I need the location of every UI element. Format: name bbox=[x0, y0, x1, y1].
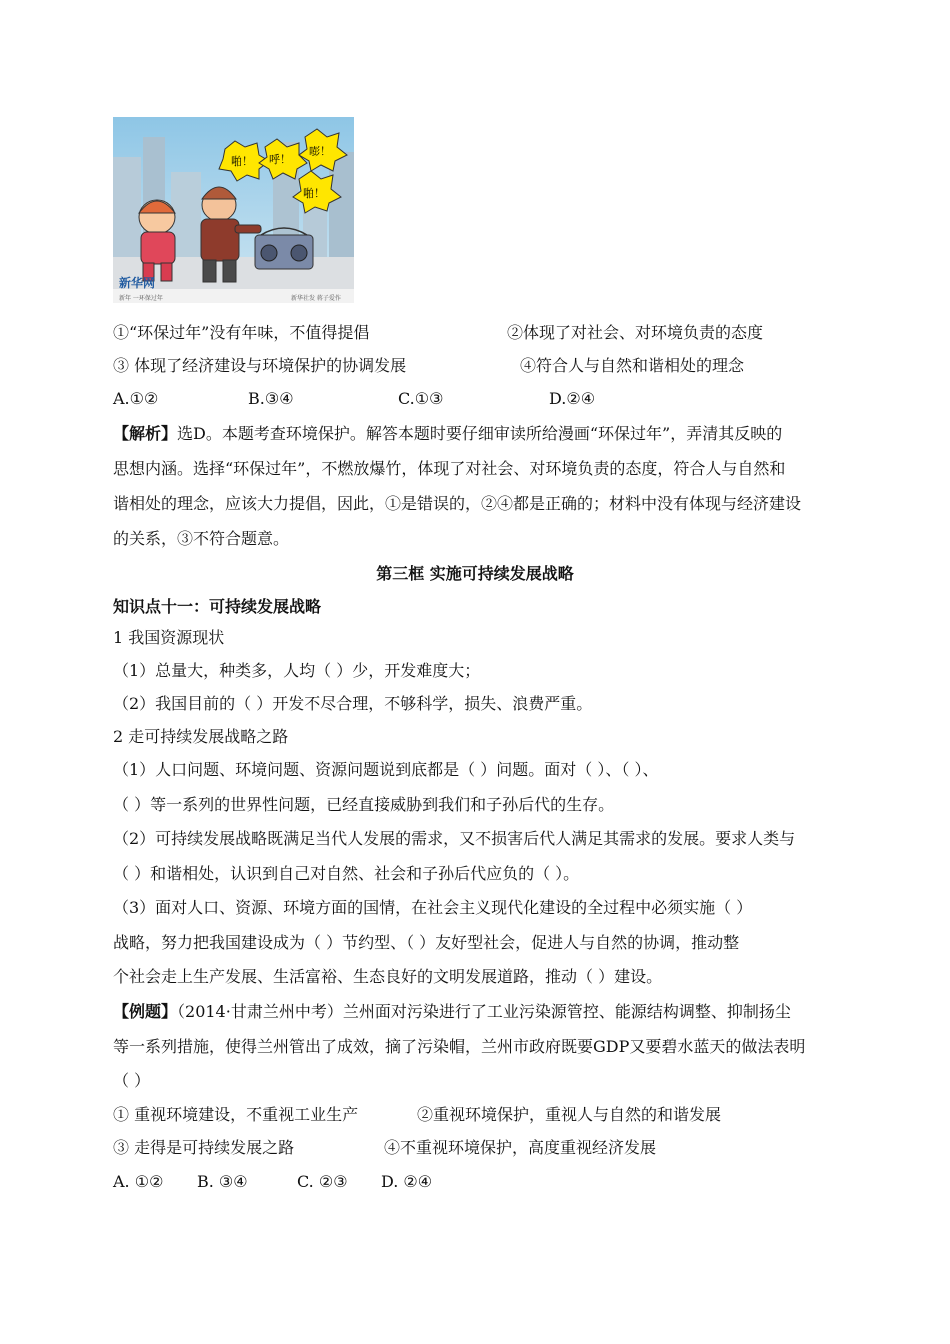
example-option-a: A. ①② bbox=[113, 1172, 164, 1191]
q1-option-a: A.①② bbox=[113, 389, 159, 408]
example-option-d: D. ②④ bbox=[381, 1172, 433, 1191]
example-line-2: 等一系列措施，使得兰州管出了成效，摘了污染帽，兰州市政府既要GDP又要碧水蓝天的做法表明 bbox=[113, 1037, 806, 1056]
paragraph-3-line-1: （1）人口问题、环境问题、资源问题说到底都是（ ）问题。面对（ ）、（ ）、 bbox=[113, 760, 659, 779]
paragraph-5-line-2: 战略，努力把我国建设成为（ ）节约型、（ ）友好型社会，促进人与自然的协调，推动整 bbox=[113, 933, 740, 952]
paragraph-2: （2）我国目前的（ ）开发不尽合理，不够科学，损失、浪费严重。 bbox=[113, 694, 593, 713]
example-statement-3: ③ 走得是可持续发展之路 bbox=[113, 1138, 295, 1157]
paragraph-5-line-1: （3）面对人口、资源、环境方面的国情，在社会主义现代化建设的全过程中必须实施（ ） bbox=[113, 898, 753, 917]
xinhua-logo bbox=[119, 275, 155, 290]
q1-option-c: C.①③ bbox=[398, 389, 444, 408]
q1-option-d: D.②④ bbox=[549, 389, 596, 408]
svg-text:嘭！: 嘭！ bbox=[309, 145, 331, 158]
paragraph-3-line-2: （ ）等一系列的世界性问题，已经直接威胁到我们和子孙后代的生存。 bbox=[113, 795, 615, 814]
example-option-c: C. ②③ bbox=[297, 1172, 348, 1191]
knowledge-point-title: 知识点十一：可持续发展战略 bbox=[113, 597, 322, 616]
q1-statement-3: ③ 体现了经济建设与环境保护的协调发展 bbox=[113, 356, 407, 375]
paragraph-5-line-3: 个社会走上生产发展、生活富裕、生态良好的文明发展道路，推动（ ）建设。 bbox=[113, 967, 663, 986]
example-statement-4: ④不重视环境保护，高度重视经济发展 bbox=[384, 1138, 657, 1157]
section-title: 第三框 实施可持续发展战略 bbox=[376, 564, 574, 583]
paragraph-4-line-2: （ ）和谐相处，认识到自己对自然、社会和子孙后代应负的（ ）。 bbox=[113, 864, 580, 883]
cartoon-caption-right: 新华社发 蒋子爱作 bbox=[291, 295, 341, 302]
example-statement-2: ②重视环境保护，重视人与自然的和谐发展 bbox=[417, 1105, 722, 1124]
q1-option-b: B.③④ bbox=[248, 389, 294, 408]
example-statement-1: ① 重视环境建设，不重视工业生产 bbox=[113, 1105, 359, 1124]
analysis-line-3: 谐相处的理念，应该大力提倡，因此，①是错误的，②④都是正确的；材料中没有体现与经济建设 bbox=[113, 494, 802, 513]
example-answer-blank: （ ） bbox=[113, 1071, 151, 1090]
q1-statement-1: ①“环保过年”没有年味，不值得提倡 bbox=[113, 323, 370, 342]
analysis-line-1: 【解析】选D。本题考查环境保护。解答本题时要仔细审读所给漫画“环保过年”，弄清其反映的 bbox=[113, 424, 783, 443]
q1-statement-2: ②体现了对社会、对环境负责的态度 bbox=[507, 323, 764, 342]
svg-text:啪！: 啪！ bbox=[303, 187, 325, 200]
analysis-line-2: 思想内涵。选择“环保过年”，不燃放爆竹，体现了对社会、对环境负责的态度，符合人与自然和 bbox=[113, 459, 786, 478]
paragraph-1: （1）总量大，种类多，人均（ ）少，开发难度大； bbox=[113, 661, 481, 680]
example-label: 【例题】 bbox=[113, 1002, 178, 1021]
cartoon-illustration bbox=[113, 117, 354, 303]
heading-resource-status: 1 我国资源现状 bbox=[113, 628, 225, 647]
heading-sustainable-path: 2 走可持续发展战略之路 bbox=[113, 727, 289, 746]
svg-text:呼！: 呼！ bbox=[269, 153, 291, 166]
svg-text:新华网: 新华网 bbox=[119, 276, 156, 290]
analysis-line-4: 的关系，③不符合题意。 bbox=[113, 529, 290, 548]
example-option-b: B. ③④ bbox=[197, 1172, 248, 1191]
cartoon-caption-left: 新年 一环保过年 bbox=[119, 295, 163, 302]
example-line-1: 【例题】（2014·甘肃兰州中考）兰州面对污染进行了工业污染源管控、能源结构调整、抑制扬尘 bbox=[113, 1002, 791, 1021]
q1-statement-4: ④符合人与自然和谐相处的理念 bbox=[520, 356, 745, 375]
paragraph-4-line-1: （2）可持续发展战略既满足当代人发展的需求，又不损害后代人满足其需求的发展。要求人类与 bbox=[113, 829, 796, 848]
analysis-label: 【解析】 bbox=[113, 424, 178, 443]
svg-text:啪！: 啪！ bbox=[231, 155, 253, 168]
